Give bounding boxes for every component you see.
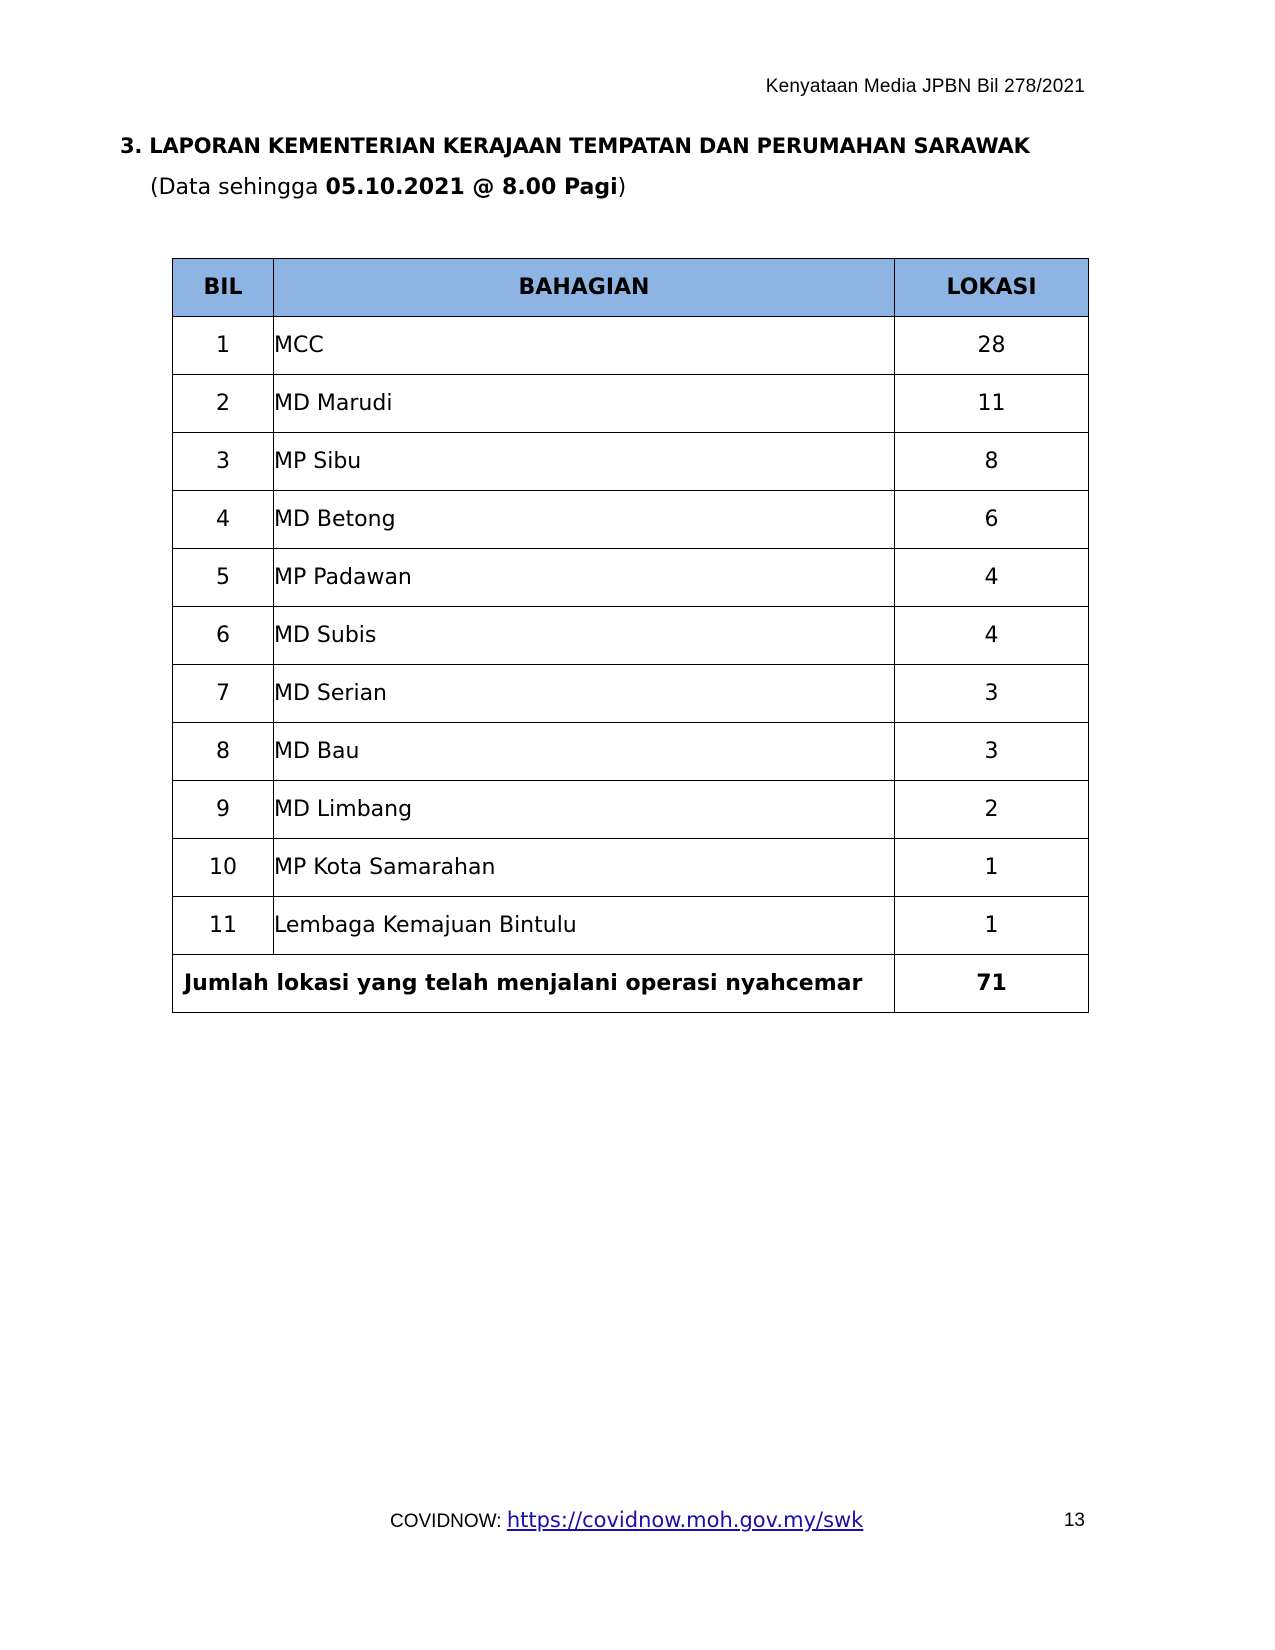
cell-bil: 1 [173, 317, 274, 375]
cell-lokasi: 28 [895, 317, 1089, 375]
cell-bahagian: MP Kota Samarahan [274, 839, 895, 897]
data-date-value: 05.10.2021 @ 8.00 Pagi [325, 175, 618, 200]
table-row [173, 375, 1089, 433]
total-label: Jumlah lokasi yang telah menjalani operasi nyahcemar [173, 955, 895, 1013]
cell-lokasi: 1 [895, 897, 1089, 955]
cell-bahagian: Lembaga Kemajuan Bintulu [274, 897, 895, 955]
data-date-prefix: (Data sehingga [150, 175, 326, 200]
section-title: 3. LAPORAN KEMENTERIAN KERAJAAN TEMPATAN DAN PERUMAHAN SARAWAK [120, 134, 1030, 158]
cell-bahagian: MD Subis [274, 607, 895, 665]
location-report-table [172, 258, 1089, 1013]
table-body [173, 317, 1089, 955]
cell-bil: 2 [173, 375, 274, 433]
cell-lokasi: 1 [895, 839, 1089, 897]
cell-lokasi: 8 [895, 433, 1089, 491]
cell-bil: 8 [173, 723, 274, 781]
header-lokasi: LOKASI [895, 259, 1089, 317]
table-row [173, 897, 1089, 955]
table-row [173, 607, 1089, 665]
footer-label: COVIDNOW: [390, 1511, 507, 1532]
page-number: 13 [1063, 1510, 1085, 1531]
table-header-row [173, 259, 1089, 317]
cell-bahagian: MD Serian [274, 665, 895, 723]
cell-lokasi: 3 [895, 723, 1089, 781]
covidnow-link[interactable]: https://covidnow.moh.gov.my/swk [506, 1508, 864, 1532]
cell-bil: 10 [173, 839, 274, 897]
cell-bil: 7 [173, 665, 274, 723]
cell-bahagian: MD Limbang [274, 781, 895, 839]
cell-bil: 9 [173, 781, 274, 839]
cell-bahagian: MP Sibu [274, 433, 895, 491]
cell-lokasi: 3 [895, 665, 1089, 723]
cell-lokasi: 11 [895, 375, 1089, 433]
cell-bil: 11 [173, 897, 274, 955]
cell-bil: 5 [173, 549, 274, 607]
table-row [173, 491, 1089, 549]
total-row [173, 955, 1089, 1013]
cell-bahagian: MD Bau [274, 723, 895, 781]
cell-lokasi: 6 [895, 491, 1089, 549]
table-row [173, 839, 1089, 897]
document-reference: Kenyataan Media JPBN Bil 278/2021 [765, 76, 1085, 97]
cell-bahagian: MP Padawan [274, 549, 895, 607]
table-row [173, 665, 1089, 723]
table-row [173, 317, 1089, 375]
table-row [173, 549, 1089, 607]
footer [390, 1508, 863, 1533]
header-bahagian: BAHAGIAN [274, 259, 895, 317]
header-bil: BIL [173, 259, 274, 317]
table-row [173, 781, 1089, 839]
cell-bil: 6 [173, 607, 274, 665]
cell-bil: 3 [173, 433, 274, 491]
cell-bil: 4 [173, 491, 274, 549]
data-date-note [150, 175, 626, 200]
cell-bahagian: MD Marudi [274, 375, 895, 433]
cell-lokasi: 2 [895, 781, 1089, 839]
data-date-suffix: ) [617, 175, 627, 200]
cell-lokasi: 4 [895, 607, 1089, 665]
total-value: 71 [895, 955, 1089, 1013]
table-row [173, 433, 1089, 491]
table-row [173, 723, 1089, 781]
cell-lokasi: 4 [895, 549, 1089, 607]
cell-bahagian: MD Betong [274, 491, 895, 549]
cell-bahagian: MCC [274, 317, 895, 375]
